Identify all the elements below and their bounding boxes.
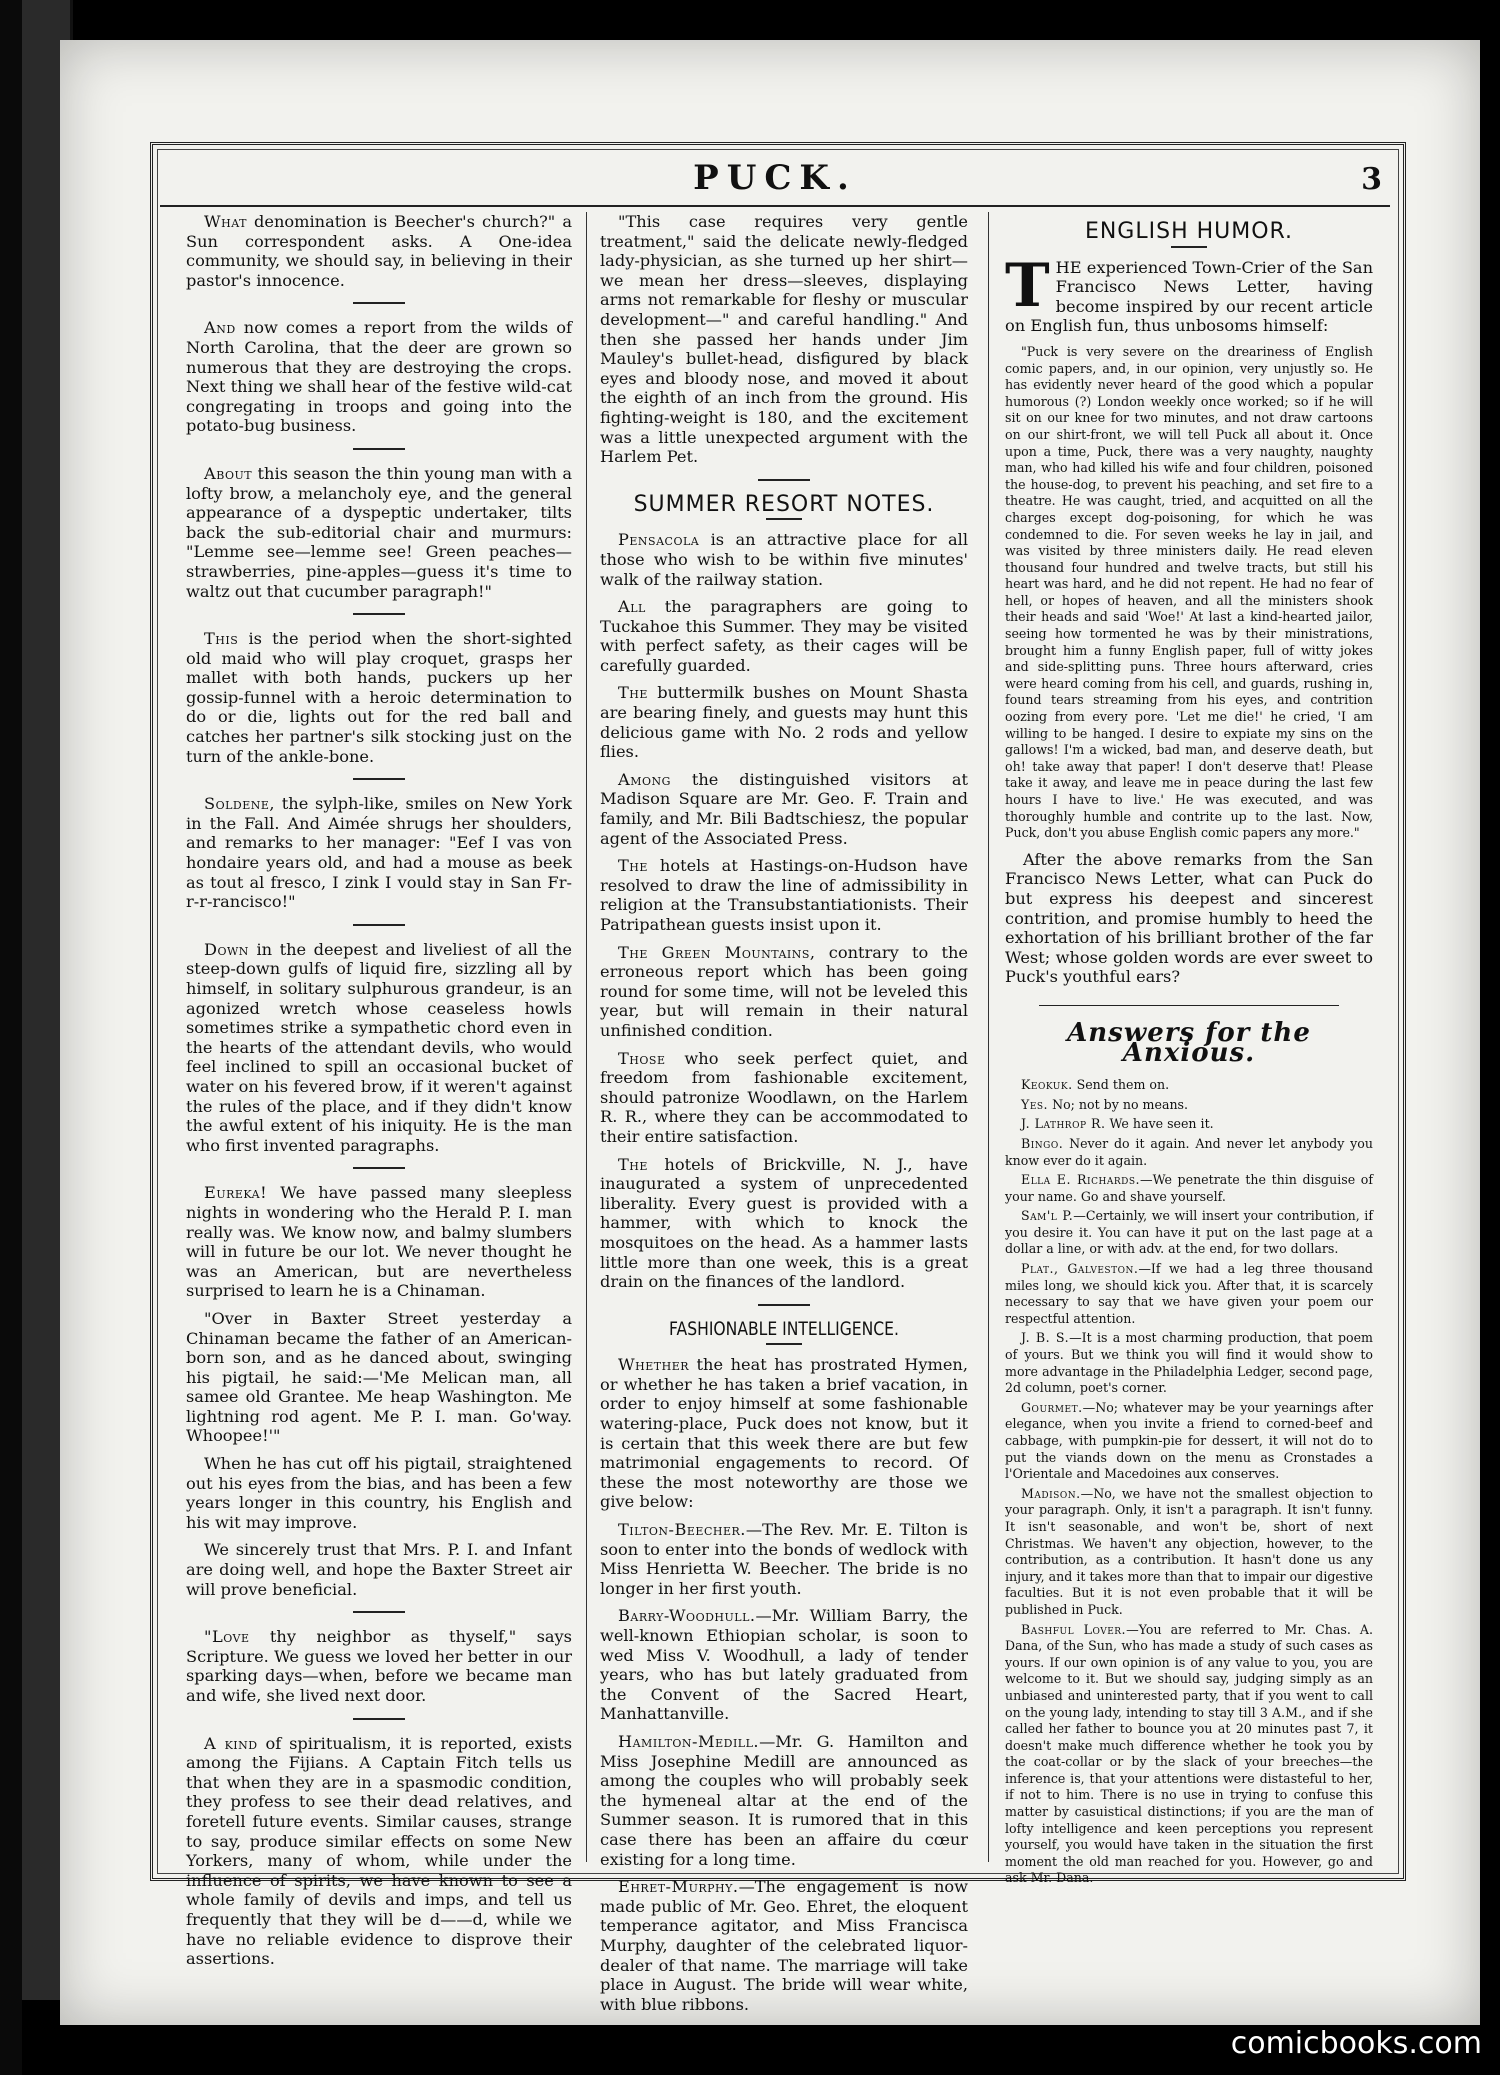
drop-cap: T	[1005, 250, 1050, 321]
paragraph: Gourmet.—No; whatever may be your yearnings after elegance, when you invite a friend to corned-beef and cabbage, with pumpkin-pie for dessert, it will not do to put the viands down on the menu as Cronstades a l'Orientale and Macedoines aux conserves.	[1005, 1399, 1373, 1482]
separator	[353, 1167, 405, 1169]
paragraph: Barry-Woodhull.—Mr. William Barry, the well-known Ethiopian scholar, is soon to wed Miss V. Woodhull, a lady of tender years, who has but lately graduated from the Convent of the Sacred Heart, Manhattanville.	[600, 1606, 968, 1724]
paragraph: Tilton-Beecher.—The Rev. Mr. E. Tilton is soon to enter into the bonds of wedlock with Miss Henrietta W. Beecher. The bride is no longer in her first youth.	[600, 1520, 968, 1598]
paragraph: Pensacola is an attractive place for all those who wish to be within five minutes' walk of the railway station.	[600, 530, 968, 589]
paragraph: Whether the heat has prostrated Hymen, or whether he has taken a brief vacation, in order to enjoy himself at some fashionable watering-place, Puck does not know, but it is certain that this week there are but few matrimonial engagements to record. Of these the most noteworthy are those we give below:	[600, 1355, 968, 1512]
lead-word: The	[618, 1154, 648, 1174]
paragraph: About this season the thin young man with a lofty brow, a melancholy eye, and the general appearance of a dyspeptic undertaker, tilts back the sub-editorial chair and murmurs: "Lemme see—lemme see! Green peaches—strawberries, pine-apples—guess it's time to waltz out that cucumber paragraph!"	[186, 463, 572, 601]
lead-word: Whether	[618, 1355, 690, 1375]
lead-word: Pensacola	[618, 530, 700, 550]
masthead-rule	[160, 205, 1390, 207]
english-intro: THE experienced Town-Crier of the San Francisco News Letter, having become inspired by our recent article on English fun, thus unbosoms himself:	[1005, 250, 1373, 336]
separator	[353, 778, 405, 780]
paragraph: Bashful Lover.—You are referred to Mr. Chas. A. Dana, of the Sun, who has made a study of such cases as yours. If our own opinion is of any value to you, you are welcome to it. But we should say, judging simply as an unbiased and uninterested party, that if you went to call on the young lady, intending to stay till 3 A.M., and if she called her father to bounce you at 20 minutes past 7, it doesn't make much difference whether he took you by the coat-collar or by the slack of your breeches—the inference is, that your attentions were distasteful to her, if not to him. There is no use in trying to confuse this matter by casuistical distinctions; if you are the man of lofty intelligence and keen perceptions you represent yourself, you would have taken in the situation the first moment the old man reached for you. However, go and ask Mr. Dana.	[1005, 1621, 1373, 1886]
lead-word: Sam'l P.	[1021, 1208, 1074, 1224]
masthead-title: PUCK.	[693, 158, 857, 198]
lead-word: Soldene,	[204, 794, 276, 814]
lead-word: Ehret-Murphy.	[618, 1877, 739, 1897]
paragraph: J. Lathrop R. We have seen it.	[1021, 1116, 1214, 1132]
paragraph: The hotels at Hastings-on-Hudson have resolved to draw the line of admissibility in religion at the Transubstantiationists. Their Patripathean guests insist upon it.	[600, 856, 968, 934]
english-outro: After the above remarks from the San Francisco News Letter, what can Puck do but express his deepest and sincerest contrition, and promise humbly to heed the exhortation of his brilliant brother of the far West; whose golden words are ever sweet to Puck's youthful ears?	[1005, 849, 1373, 987]
paragraph: Yes. No; not by no means.	[1021, 1096, 1189, 1112]
paragraph: All the paragraphers are going to Tuckahoe this Summer. They may be visited with perfect safety, as their cages will be carefully guarded.	[600, 597, 968, 675]
paragraph: When he has cut off his pigtail, straightened out his eyes from the bias, and has been a few years longer in this country, his English and his wit may improve.	[186, 1454, 572, 1532]
column-rule-2	[988, 212, 989, 1862]
lead-word: Yes.	[1021, 1096, 1049, 1112]
paragraph: Plat., Galveston.—If we had a leg three thousand miles long, we should kick you. After that, it is scarcely necessary to say that we have given your poem our respectful attention.	[1005, 1261, 1373, 1326]
paragraph: Eureka! We have passed many sleepless nights in wondering who the Herald P. I. man really was. We know now, and balmy slumbers will in future be our lot. We never thought he was an American, but are nevertheless surprised to learn he is a Chinaman.	[186, 1183, 572, 1301]
separator	[353, 613, 405, 615]
column-3	[1005, 212, 1373, 1886]
lead-word: Keokuk.	[1021, 1077, 1073, 1093]
paragraph: We sincerely trust that Mrs. P. I. and Infant are doing well, and hope the Baxter Street air will prove beneficial.	[186, 1540, 572, 1599]
paragraph: Madison.—No, we have not the smallest objection to your paragraph. Only, it isn't a paragraph. It isn't funny. It isn't seasonable, and won't be, short of next Christmas. We haven't any objection, however, to the contribution, as a contribution. It hasn't done us any injury, and it takes more than that to impair our digestive faculties. But it is not even probable that it will be published in Puck.	[1005, 1485, 1373, 1617]
lead-word: Down	[204, 939, 249, 959]
scan-border-right	[1480, 0, 1500, 2075]
lead-word: A kind	[204, 1733, 258, 1753]
paragraph: Keokuk. Send them on.	[1021, 1077, 1170, 1093]
scan-border-left	[0, 0, 22, 2075]
separator	[758, 1304, 810, 1306]
separator	[758, 479, 810, 481]
paragraph: The buttermilk bushes on Mount Shasta are bearing finely, and guests may hunt this delicious game with No. 2 rods and yellow flies.	[600, 683, 968, 762]
paragraph: J. B. S.—It is a most charming production, that poem of yours. But we think you will find it would show to more advantage in the Philadelphia Ledger, second page, 2d column, poet's corner.	[1005, 1330, 1373, 1396]
lead-word: The	[618, 856, 648, 876]
separator	[1039, 1005, 1339, 1006]
column-1	[186, 212, 572, 1969]
lead-word: Plat., Galveston.	[1021, 1261, 1139, 1277]
paragraph: Among the distinguished visitors at Madison Square are Mr. Geo. F. Train and family, and Mr. Bili Badtschiesz, the popular agent of the Associated Press.	[600, 769, 968, 848]
paragraph: And now comes a report from the wilds of North Carolina, that the deer are grown so numerous that they are destroying the crops. Next thing we shall hear of the festive wild-cat congregating in troops and going into the potato-bug business.	[186, 318, 572, 436]
english-heading: ENGLISH HUMOR.	[1084, 219, 1294, 244]
paragraph: "Love thy neighbor as thyself," says Scripture. We guess we loved her better in our sparking days—when, before we became man and wife, she lived next door.	[186, 1627, 572, 1705]
lead-word: Gourmet.	[1021, 1399, 1083, 1415]
separator	[353, 924, 405, 926]
lead-word: About	[204, 463, 253, 483]
lead-word: Bashful Lover.	[1021, 1621, 1127, 1637]
lead-word: Madison.	[1021, 1485, 1081, 1501]
english-quote: "Puck is very severe on the dreariness of English comic papers, and, in our opinion, very unjustly so. He has evidently never heard of the good which a popular humorous (?) London weekly once worked; so if he will sit on our knee for two minutes, and not draw cartoons on our shirt-front, we will tell Puck all about it. Once upon a time, Puck, there was a very naughty, naughty man, who had killed his wife and four children, poisoned the house-dog, to prevent his peaching, and set fire to a theatre. He was caught, tried, and acquitted on all the charges except dog-poisoning, for which he was condemned to die. For seven weeks he lay in jail, and was visited by three ministers daily. He read eleven thousand four hundred and twelve tracts, but still his heart was hard, and he did not repent. He had no fear of hell, or hopes of heaven, and all the ministers shook their heads and said 'Woe!' At last a kind-hearted jailor, seeing how tormented he was by their ministrations, brought him a funny English paper, full of witty jokes and side-splitting puns. Three hours afterward, cries were heard coming from his cell, and guards, rushing in, found tears streaming from his eyes, and contrition oozing from every pore. 'Let me die!' he cried, 'I am willing to be hanged. I desire to expiate my sins on the gallows! I'm a wicked, bad man, and deserve death, but oh! take away that paper! I don't deserve that! Please take it away, and leave me in peace during the last few hours I have to live.' He was executed, and was thoroughly humble and contrite up to the last. Now, Puck, don't you abuse English comic papers any more."	[1005, 343, 1373, 841]
lead-word: J. Lathrop R.	[1021, 1116, 1106, 1132]
page-number: 3	[1361, 162, 1382, 197]
lead-word: What	[204, 212, 247, 231]
paragraph: A kind of spiritualism, it is reported, exists among the Fijians. A Captain Fitch tells us that when they are in a spasmodic condition, they profess to see their dead relatives, and foretell future events. Similar causes, strange to say, produce similar effects on some New Yorkers, many of whom, while under the influence of spirits, we have known to see a whole family of devils and imps, and tell us frequently that they will be d——d, while we have no reliable evidence to disprove their assertions.	[186, 1733, 572, 1969]
separator	[353, 302, 405, 304]
separator	[353, 1718, 405, 1720]
lead-word: Hamilton-Medill.	[618, 1731, 760, 1751]
lead-word: This	[204, 629, 239, 649]
paragraph: The hotels of Brickville, N. J., have inaugurated a system of unprecedented liberality. Every guest is provided with a hammer, with which to knock the mosquitoes on the head. As a hammer lasts little more than one week, this is a great drain on the finances of the landlord.	[600, 1154, 968, 1292]
intro-paragraph: "This case requires very gentle treatment," said the delicate newly-fledged lady-physician, as she turned up her shirt—we mean her dress—sleeves, displaying arms not remarkable for fleshy or muscular development—" and careful handling." And then she passed her hands under Jim Mauley's bullet-head, disfigured by black eyes and bloody nose, and moved it about the eighth of an inch from the ground. His fighting-weight is 180, and the excitement was a little unexpected argument with the Harlem Pet.	[600, 212, 968, 467]
masthead	[150, 158, 1400, 202]
lead-word: The Green Mountains,	[618, 942, 816, 962]
paragraph: "Over in Baxter Street yesterday a Chinaman became the father of an American-born son, and as he danced about, swinging his pigtail, he said:—'Me Melican man, all samee old Grantee. Me heap Washington. Me lightning rod agent. Me P. I. man. Go'way. Whoopee!'"	[186, 1308, 572, 1446]
paragraph: Sam'l P.—Certainly, we will insert your contribution, if you desire it. You can have it put on the last page at a dollar a line, or with adv. at the end, for two dollars.	[1005, 1208, 1373, 1257]
paragraph: Those who seek perfect quiet, and freedom from fashionable excitement, should patronize Woodlawn, on the Harlem R. R., where they can be accommodated to their entire satisfaction.	[600, 1048, 968, 1146]
lead-word: Ella E. Richards.	[1021, 1172, 1140, 1188]
lead-word: Among	[618, 769, 671, 789]
lead-word: J. B. S.	[1021, 1330, 1070, 1346]
separator	[353, 1611, 405, 1613]
separator	[353, 448, 405, 450]
lead-word: Eureka!	[204, 1183, 268, 1203]
watermark: comicbooks.com	[1230, 2026, 1482, 2061]
lead-word: Those	[618, 1048, 666, 1068]
lead-word: Bingo.	[1021, 1135, 1064, 1151]
lead-word: The	[618, 683, 648, 703]
paragraph: Ella E. Richards.—We penetrate the thin disguise of your name. Go and shave yourself.	[1005, 1172, 1373, 1204]
summer-heading: SUMMER RESORT NOTES.	[633, 491, 935, 517]
answers-heading: Answers for the Anxious.	[1067, 1017, 1311, 1068]
answers-list	[1005, 1077, 1373, 1887]
paragraph: The Green Mountains, contrary to the erroneous report which has been going round for some time, will not be leveled this year, but will remain in their natural unfinished condition.	[600, 942, 968, 1040]
separator	[766, 1343, 802, 1345]
paragraph: Soldene, the sylph-like, smiles on New York in the Fall. And Aimée shrugs her shoulders, and remarks to her manager: "Eef I vas von hondaire years old, and had a mouse as beek as tout al fresco, I zink I vould stay in San Fr-r-r-rancisco!"	[186, 794, 572, 912]
column-rule-1	[586, 212, 587, 1862]
paragraph: Down in the deepest and liveliest of all the steep-down gulfs of liquid fire, sizzling all by himself, in solitary sulphurous grandeur, is an agonized wretch whose ceaseless howls sometimes strike a sympathetic chord even in the hearts of the attendant devils, who would feel inclined to spill an occasional bucket of water on his fevered brow, if it weren't against the rules of the place, and if they didn't know the awful extent of his iniquity. He is the man who first invented paragraphs.	[186, 939, 572, 1155]
separator	[1171, 246, 1207, 248]
fashion-heading: FASHIONABLE INTELLIGENCE.	[669, 1317, 899, 1340]
lead-word: "Love	[204, 1627, 250, 1647]
lead-word: All	[618, 597, 646, 617]
paragraph: Hamilton-Medill.—Mr. G. Hamilton and Miss Josephine Medill are announced as among the couples who will probably seek the hymeneal altar at the end of the Summer season. It is rumored that in this case there has been an affaire du cœur existing for a long time.	[600, 1731, 968, 1869]
paragraph: What denomination is Beecher's church?" a Sun correspondent asks. A One-idea community, we should say, in believing in their pastor's innocence.	[186, 212, 572, 290]
column-2	[600, 212, 968, 2014]
paragraph: Bingo. Never do it again. And never let anybody you know ever do it again.	[1005, 1135, 1373, 1168]
lead-word: Barry-Woodhull.	[618, 1606, 756, 1626]
paragraph: This is the period when the short-sighted old maid who will play croquet, grasps her mallet with both hands, puckers up her gossip-funnel with a heroic determination to do or die, lights out for the red ball and catches her partner's silk stocking just on the turn of the ankle-bone.	[186, 629, 572, 766]
paragraph: Ehret-Murphy.—The engagement is now made public of Mr. Geo. Ehret, the eloquent temperance agitator, and Miss Francisca Murphy, daughter of the celebrated liquor-dealer of that name. The marriage will take place in August. The bride will wear white, with blue ribbons.	[600, 1877, 968, 2014]
lead-word: And	[204, 318, 236, 338]
separator	[766, 518, 802, 520]
lead-word: Tilton-Beecher.	[618, 1520, 746, 1540]
